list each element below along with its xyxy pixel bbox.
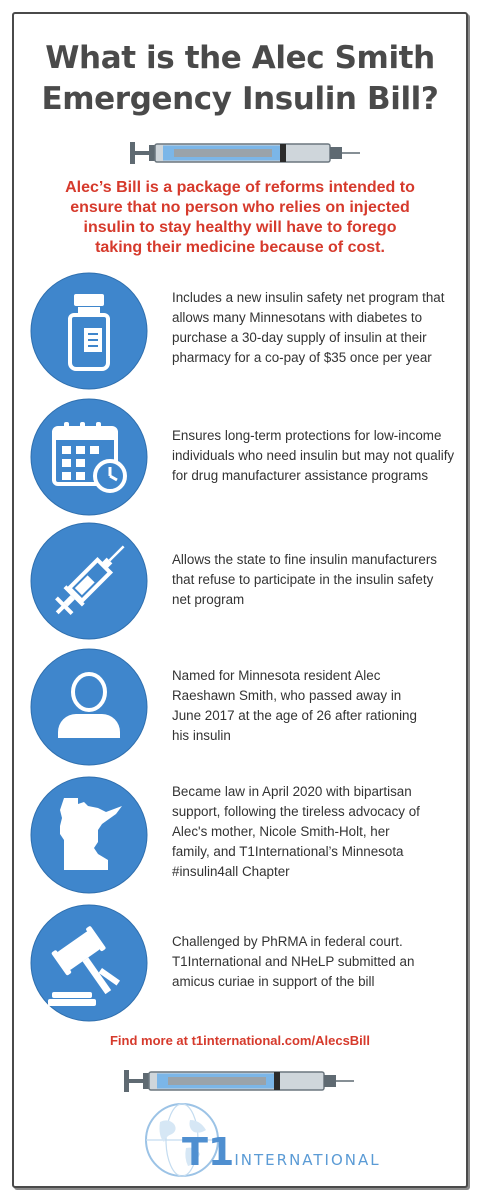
item-text-line: #insulin4all Chapter [172,864,290,879]
item-description [172,288,452,368]
find-more-link[interactable]: Find more at t1international.com/AlecsBill [109,1033,371,1048]
item-text-line: Became law in April 2020 with bipartisan [172,784,412,799]
intro-line-3: insulin to stay healthy will have to forego [83,219,397,236]
item-description [172,426,455,486]
top-syringe-icon [130,138,362,168]
item-text-line: Raeshawn Smith, who passed away in [172,688,402,703]
t1international-logo [132,1100,381,1180]
item-text-line: Ensures long-term protections for low-income [172,428,442,443]
item-text-line: individuals who need insulin but may not qualify [172,448,455,463]
item-became-law [30,776,450,896]
item-description [172,782,452,882]
intro-line-1: Alec’s Bill is a package of reforms intended to [65,179,415,196]
item-fine-manufacturers [30,522,450,642]
item-text-line: T1International and NHeLP submitted an [172,954,415,969]
item-description [172,932,452,992]
logo-international: INTERNATIONAL [234,1151,381,1169]
item-long-term-protection [30,398,455,518]
calendar-clock-icon [30,398,148,516]
intro-line-2: ensure that no person who relies on injected [70,199,410,216]
item-description [172,666,452,746]
item-text-line: purchase a 30-day supply of insulin at their [172,330,427,345]
item-text-line: for drug manufacturer assistance programs [172,468,429,483]
page-title [0,38,480,120]
item-text-line: Named for Minnesota resident Alec [172,668,381,683]
item-text-line: family, and T1International’s Minnesota [172,844,404,859]
item-text-line: support, following the tireless advocacy of [172,804,420,819]
item-text-line: net program [172,592,245,607]
item-text-line: that refuse to participate in the insulin safety [172,572,434,587]
logo-wordmark [182,1130,381,1174]
intro-line-4: taking their medicine because of cost. [95,239,385,256]
item-text-line: allows many Minnesotans with diabetes to [172,310,423,325]
logo-t1: T1 [182,1130,235,1174]
title-line-2: Emergency Insulin Bill? [41,81,439,117]
item-description [172,550,452,610]
item-safety-net [30,272,450,392]
minnesota-map-icon [30,776,148,894]
item-text-line: pharmacy for a co-pay of $35 once per year [172,350,432,365]
item-text-line: Alec's mother, Nicole Smith-Holt, her [172,824,390,839]
intro-paragraph [36,178,444,258]
insulin-vial-icon [30,272,148,390]
item-text-line: Allows the state to fine insulin manufacturers [172,552,437,567]
syringe-icon [30,522,148,640]
item-challenged-in-court [30,904,450,1024]
title-line-1: What is the Alec Smith [45,40,435,76]
bottom-syringe-icon [124,1066,356,1096]
item-text-line: Includes a new insulin safety net program that [172,290,445,305]
item-text-line: amicus curiae in support of the bill [172,974,375,989]
item-named-for-alec [30,648,450,768]
gavel-icon [30,904,148,1022]
item-text-line: June 2017 at the age of 26 after rationing [172,708,417,723]
item-text-line: Challenged by PhRMA in federal court. [172,934,403,949]
person-icon [30,648,148,766]
item-text-line: his insulin [172,728,231,743]
